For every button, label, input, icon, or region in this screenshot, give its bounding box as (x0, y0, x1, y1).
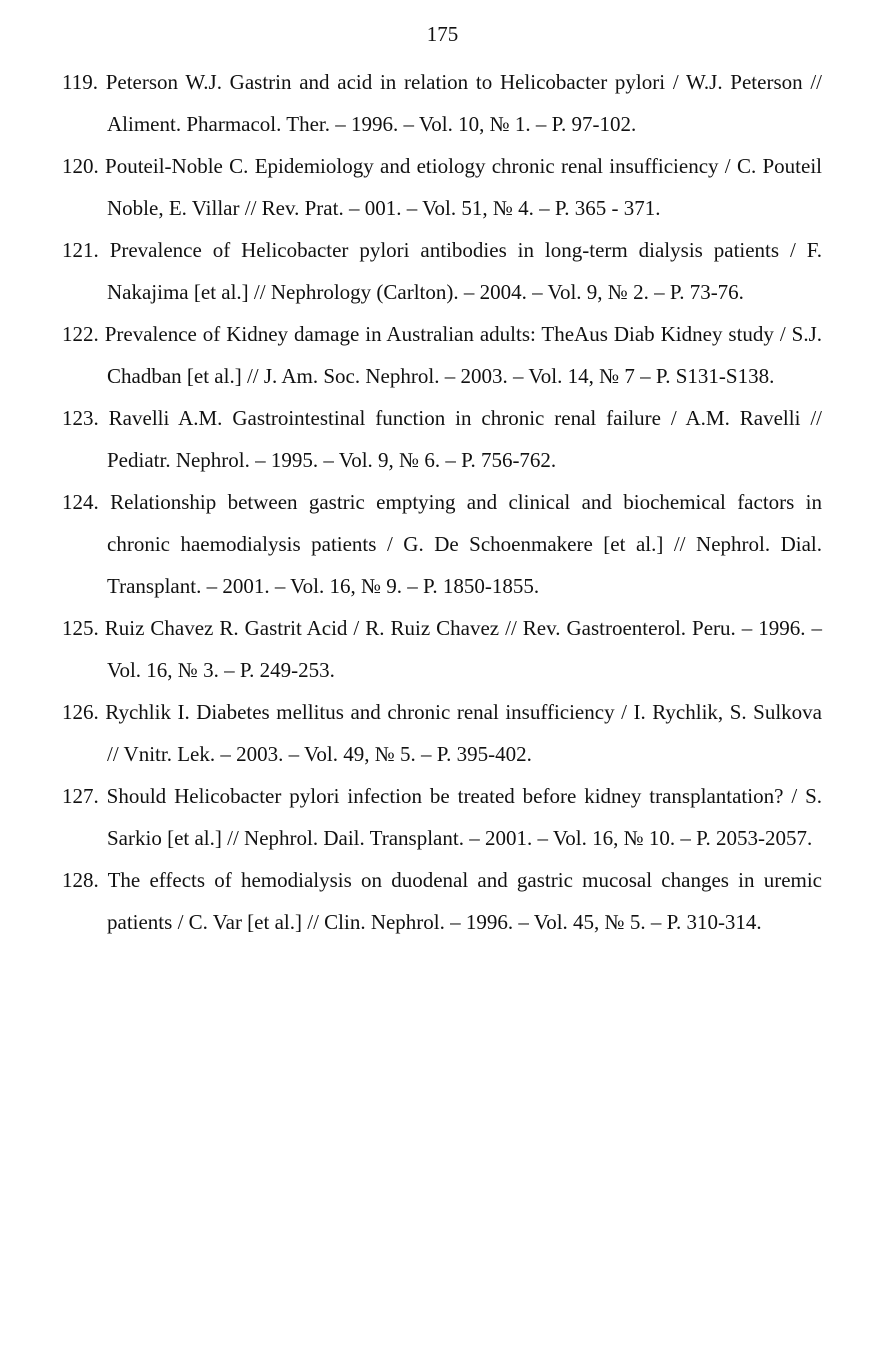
reference-text: Prevalence of Helicobacter pylori antibodies in long-term dialysis patients / F. Nakajima [et al.] // Nephrology (Carlton). – 2004. – Vol. 9, № 2. – P. 73-76. (107, 238, 822, 304)
reference-text: Ravelli A.M. Gastrointestinal function in chronic renal failure / A.M. Ravelli // Pediatr. Nephrol. – 1995. – Vol. 9, № 6. – P. 756-762. (107, 406, 822, 472)
reference-text: Pouteil-Noble C. Epidemiology and etiology chronic renal insufficiency / C. Pouteil Noble, E. Villar // Rev. Prat. – 001. – Vol. 51, № 4. – P. 365 - 371. (105, 154, 822, 220)
reference-item (62, 313, 822, 397)
reference-item (62, 61, 822, 145)
reference-text: Peterson W.J. Gastrin and acid in relation to Helicobacter pylori / W.J. Peterson // Aliment. Pharmacol. Ther. – 1996. – Vol. 10, № 1. – P. 97-102. (105, 70, 823, 136)
reference-number: 125. (62, 616, 99, 640)
reference-number: 124. (62, 490, 99, 514)
reference-number: 127. (62, 784, 99, 808)
reference-text: Ruiz Chavez R. Gastrit Acid / R. Ruiz Chavez // Rev. Gastroenterol. Peru. – 1996. – Vol. 16, № 3. – P. 249-253. (104, 616, 822, 682)
reference-item (62, 691, 822, 775)
reference-list (62, 61, 822, 943)
reference-item (62, 229, 822, 313)
reference-item (62, 145, 822, 229)
reference-number: 123. (62, 406, 99, 430)
reference-number: 121. (62, 238, 99, 262)
page-number: 175 (426, 22, 459, 46)
reference-number: 119. (62, 70, 98, 94)
reference-item (62, 481, 822, 607)
reference-item (62, 859, 822, 943)
reference-text: The effects of hemodialysis on duodenal and gastric mucosal changes in uremic patients / C. Var [et al.] // Clin. Nephrol. – 1996. – Vol. 45, № 5. – P. 310-314. (107, 868, 822, 934)
reference-number: 122. (62, 322, 99, 346)
reference-number: 120. (62, 154, 99, 178)
reference-text: Rychlik I. Diabetes mellitus and chronic renal insufficiency / I. Rychlik, S. Sulkova // Vnitr. Lek. – 2003. – Vol. 49, № 5. – P. 395-402. (105, 700, 823, 766)
reference-item (62, 607, 822, 691)
reference-number: 128. (62, 868, 99, 892)
reference-text: Relationship between gastric emptying and clinical and biochemical factors in chronic haemodialysis patients / G. De Schoenmakere [et al.] // Nephrol. Dial. Transplant. – 2001. – Vol. 16, № 9. – P. 1850-1855. (107, 490, 822, 598)
reference-text: Prevalence of Kidney damage in Australian adults: TheAus Diab Kidney study / S.J. Chadban [et al.] // J. Am. Soc. Nephrol. – 2003. – Vol. 14, № 7 – P. S131-S138. (104, 322, 823, 388)
reference-text: Should Helicobacter pylori infection be treated before kidney transplantation? / S. Sarkio [et al.] // Nephrol. Dail. Transplant. – 2001. – Vol. 16, № 10. – P. 2053-2057. (106, 784, 822, 850)
reference-item (62, 775, 822, 859)
reference-item (62, 397, 822, 481)
reference-number: 126. (62, 700, 99, 724)
